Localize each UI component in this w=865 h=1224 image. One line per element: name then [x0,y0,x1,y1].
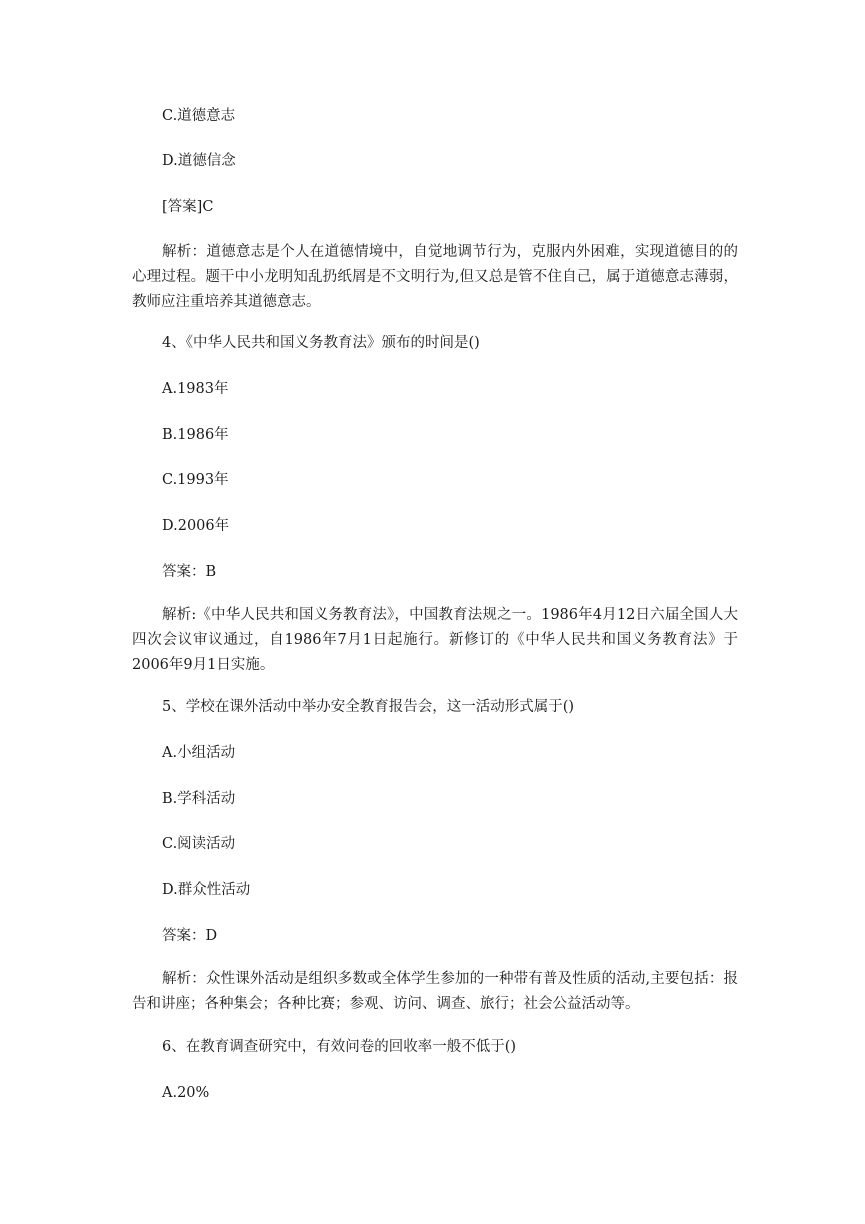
option-c-q5: C.阅读活动 [162,836,236,852]
explanation-q3: 解析：道德意志是个人在道德情境中，自觉地调节行为，克服内外困难，实现道德目的的心理过程。题干中小龙明知乱扔纸屑是不文明行为,但又总是管不住自己，属于道德意志薄弱，教师应注重培养其道德意志。 [132,244,738,310]
question-6: 6、在教育调查研究中，有效问卷的回收率一般不低于() [162,1039,517,1055]
option-a-q4: A.1983年 [162,381,229,397]
option-c-q4: C.1993年 [162,472,229,488]
option-d-q3: D.道德信念 [162,153,236,169]
option-a-q6: A.20% [162,1085,210,1101]
answer-q3: [答案]C [162,199,214,215]
answer-q5: 答案：D [162,928,218,944]
explanation-q4: 解析:《中华人民共和国义务教育法》，中国教育法规之一。1986年4月12日六届全国人大四次会议审议通过，自1986年7月1日起施行。新修订的《中华人民共和国义务教育法》于2006年9月1日实施。 [132,607,738,673]
option-d-q4: D.2006年 [162,518,230,534]
question-5: 5、学校在课外活动中举办安全教育报告会，这一活动形式属于() [162,699,575,715]
option-b-q4: B.1986年 [162,427,229,443]
explanation-q5: 解析：众性课外活动是组织多数或全体学生参加的一种带有普及性质的活动,主要包括：报告和讲座；各种集会；各种比赛；参观、访问、调查、旅行；社会公益活动等。 [132,971,738,1012]
option-c-q3: C.道德意志 [162,108,236,124]
option-a-q5: A.小组活动 [162,745,236,761]
option-d-q5: D.群众性活动 [162,882,251,898]
answer-q4: 答案：B [162,564,217,580]
option-b-q5: B.学科活动 [162,791,236,807]
question-4: 4、《中华人民共和国义务教育法》颁布的时间是() [162,335,480,351]
